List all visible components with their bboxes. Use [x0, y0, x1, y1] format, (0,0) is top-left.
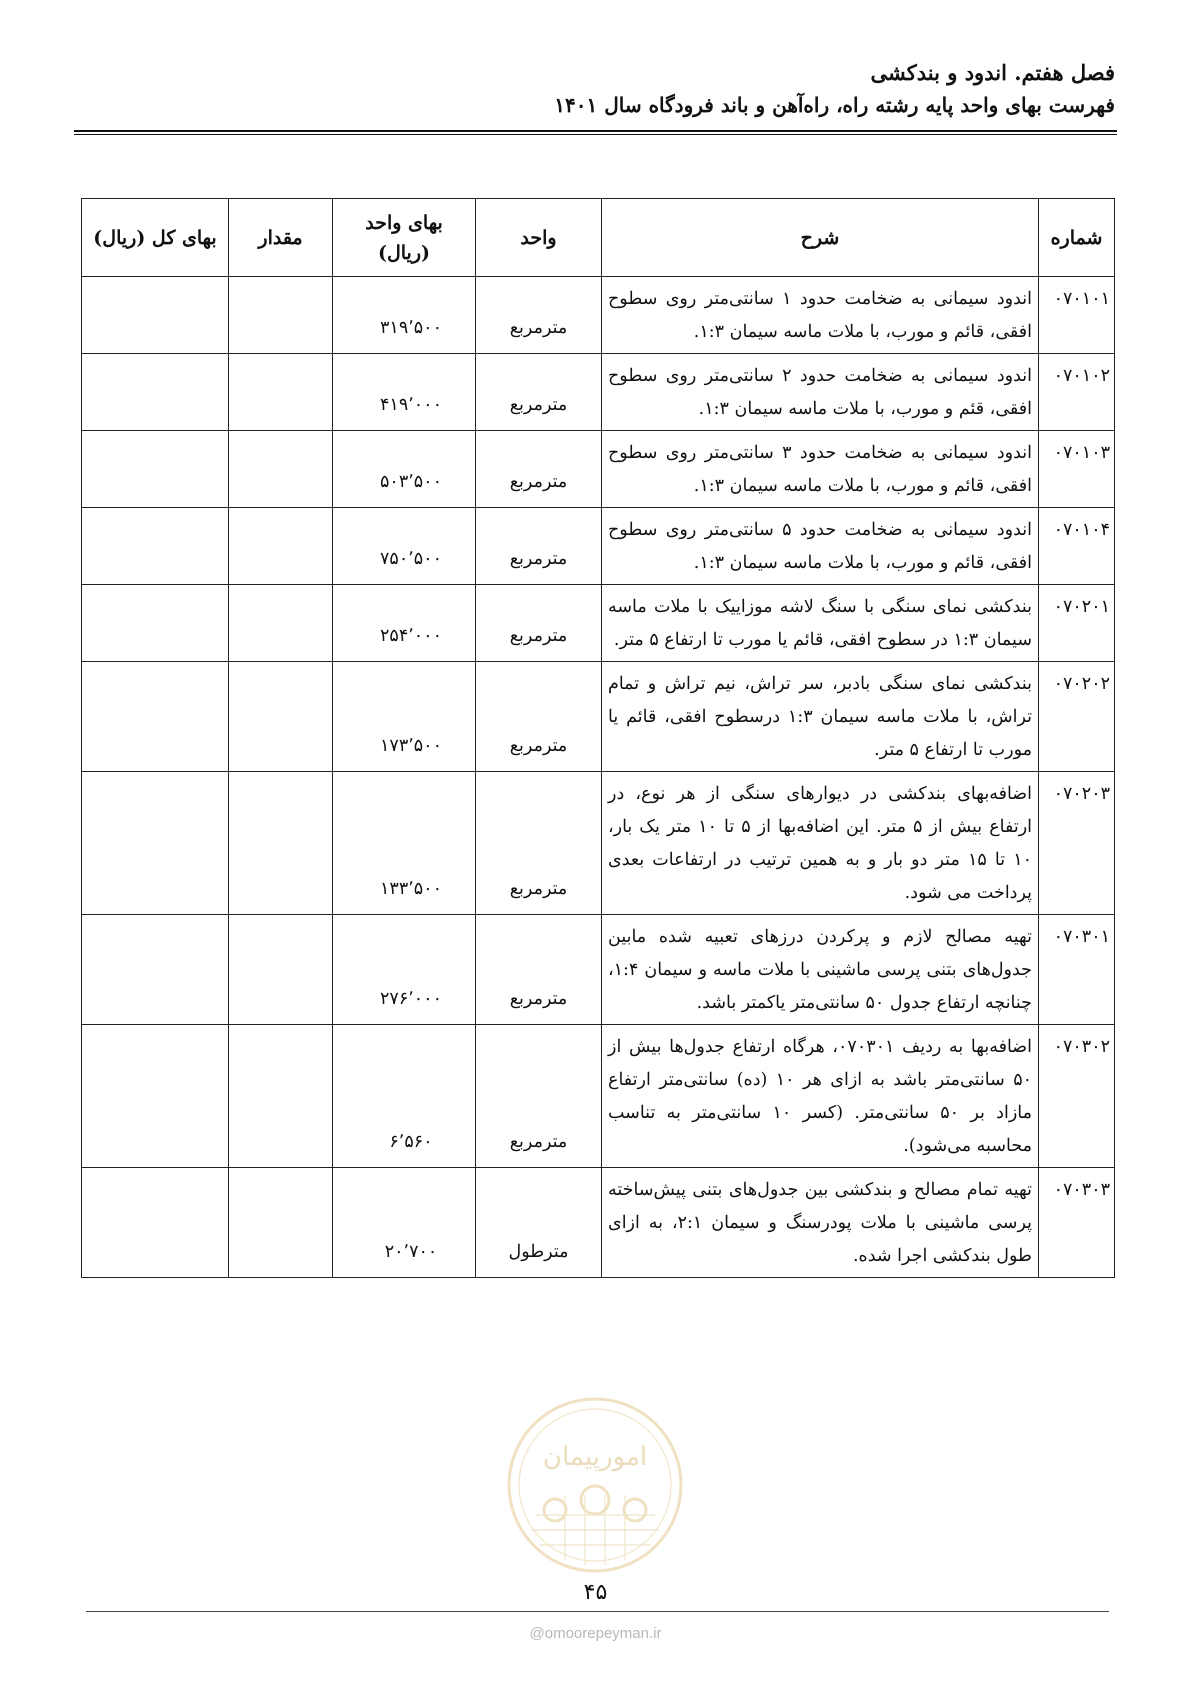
page-number: ۴۵ — [583, 1580, 608, 1605]
row-quantity — [229, 277, 333, 354]
header-number: شماره — [1039, 199, 1115, 277]
row-unit-price: ۲۵۴٬۰۰۰ — [333, 585, 476, 662]
table-row — [82, 277, 1115, 354]
header-quantity: مقدار — [229, 199, 333, 277]
document-subtitle: فهرست بهای واحد پایه رشته راه، راه‌آهن و باند فرودگاه سال ۱۴۰۱ — [554, 93, 1115, 117]
table-row — [82, 772, 1115, 915]
row-number: ۰۷۰۲۰۳ — [1039, 772, 1115, 915]
header-total: بهای کل (ریال) — [82, 199, 229, 277]
table-row — [82, 1025, 1115, 1168]
table-row — [82, 431, 1115, 508]
table-row — [82, 1168, 1115, 1278]
row-quantity — [229, 1025, 333, 1168]
header-description: شرح — [602, 199, 1039, 277]
row-total — [82, 772, 229, 915]
row-quantity — [229, 772, 333, 915]
row-unit: مترمربع — [476, 354, 602, 431]
row-description: اضافه‌بها به ردیف ۰۷۰۳۰۱، هرگاه ارتفاع جدول‌ها بیش از ۵۰ سانتی‌متر باشد به ازای هر ۱۰ (ده) سانتی‌متر ارتفاع مازاد بر ۵۰ سانتی‌متر. (کسر ۱۰ سانتی‌متر به تناسب محاسبه می‌شود). — [602, 1025, 1039, 1168]
row-unit: مترمربع — [476, 915, 602, 1025]
row-total — [82, 585, 229, 662]
row-total — [82, 662, 229, 772]
row-total — [82, 354, 229, 431]
row-description: بندکشی نمای سنگی بادبر، سر تراش، نیم تراش و تمام تراش، با ملات ماسه سیمان ۱:۳ درسطوح افقی، قائم یا مورب تا ارتفاع ۵ متر. — [602, 662, 1039, 772]
table-row — [82, 585, 1115, 662]
row-description: تهیه مصالح لازم و پرکردن درزهای تعبیه شده مابین جدول‌های بتنی پرسی ماشینی با ملات ماسه و سیمان ۱:۴، چنانچه ارتفاع جدول ۵۰ سانتی‌متر یاکمتر باشد. — [602, 915, 1039, 1025]
row-quantity — [229, 431, 333, 508]
row-description: اضافه‌بهای بندکشی در دیوارهای سنگی از هر نوع، در ارتفاع بیش از ۵ متر. این اضافه‌بها از ۵ تا ۱۰ متر یک بار، ۱۰ تا ۱۵ متر دو بار و به همین ترتیب در ارتفاعات بعدی پرداخت می شود. — [602, 772, 1039, 915]
table-header-row — [82, 199, 1115, 277]
row-unit: مترمربع — [476, 277, 602, 354]
row-unit: مترمربع — [476, 772, 602, 915]
row-unit: مترمربع — [476, 1025, 602, 1168]
row-description: اندود سیمانی به ضخامت حدود ۵ سانتی‌متر روی سطوح افقی، قائم و مورب، با ملات ماسه سیمان ۱:۳. — [602, 508, 1039, 585]
row-unit: مترمربع — [476, 662, 602, 772]
page-header — [76, 58, 1115, 122]
chapter-title: فصل هفتم. اندود و بندکشی — [870, 60, 1115, 85]
row-unit-price: ۱۳۳٬۵۰۰ — [333, 772, 476, 915]
row-quantity — [229, 508, 333, 585]
row-total — [82, 431, 229, 508]
row-unit: مترمربع — [476, 508, 602, 585]
row-unit-price: ۷۵۰٬۵۰۰ — [333, 508, 476, 585]
row-number: ۰۷۰۳۰۲ — [1039, 1025, 1115, 1168]
row-quantity — [229, 585, 333, 662]
row-description: تهیه تمام مصالح و بندکشی بین جدول‌های بتنی پیش‌ساخته پرسی ماشینی با ملات پودرسنگ و سیمان ۲:۱، به ازای طول بندکشی اجرا شده. — [602, 1168, 1039, 1278]
table-row — [82, 662, 1115, 772]
row-unit-price: ۲۷۶٬۰۰۰ — [333, 915, 476, 1025]
row-quantity — [229, 915, 333, 1025]
header-unit: واحد — [476, 199, 602, 277]
row-number: ۰۷۰۱۰۱ — [1039, 277, 1115, 354]
row-number: ۰۷۰۲۰۲ — [1039, 662, 1115, 772]
row-number: ۰۷۰۳۰۱ — [1039, 915, 1115, 1025]
row-total — [82, 508, 229, 585]
row-number: ۰۷۰۱۰۲ — [1039, 354, 1115, 431]
row-quantity — [229, 662, 333, 772]
row-number: ۰۷۰۲۰۱ — [1039, 585, 1115, 662]
row-description: بندکشی نمای سنگی با سنگ لاشه موزاییک با ملات ماسه سیمان ۱:۳ در سطوح افقی، قائم یا مورب تا ارتفاع ۵ متر. — [602, 585, 1039, 662]
table-row — [82, 915, 1115, 1025]
table-row — [82, 508, 1115, 585]
row-quantity — [229, 354, 333, 431]
row-description: اندود سیمانی به ضخامت حدود ۳ سانتی‌متر روی سطوح افقی، قائم و مورب، با ملات ماسه سیمان ۱:۳. — [602, 431, 1039, 508]
watermark-seal-text: امورپیمان — [542, 1442, 648, 1472]
row-unit: مترطول — [476, 1168, 602, 1278]
watermark-seal-icon — [505, 1395, 685, 1575]
header-divider — [74, 130, 1117, 135]
row-description: اندود سیمانی به ضخامت حدود ۱ سانتی‌متر روی سطوح افقی، قائم و مورب، با ملات ماسه سیمان ۱:۳. — [602, 277, 1039, 354]
row-unit-price: ۳۱۹٬۵۰۰ — [333, 277, 476, 354]
row-number: ۰۷۰۳۰۳ — [1039, 1168, 1115, 1278]
row-total — [82, 915, 229, 1025]
row-quantity — [229, 1168, 333, 1278]
row-unit: مترمربع — [476, 431, 602, 508]
footer-divider — [86, 1611, 1109, 1612]
row-total — [82, 277, 229, 354]
row-description: اندود سیمانی به ضخامت حدود ۲ سانتی‌متر روی سطوح افقی، قئم و مورب، با ملات ماسه سیمان ۱:۳. — [602, 354, 1039, 431]
row-unit-price: ۱۷۳٬۵۰۰ — [333, 662, 476, 772]
row-unit: مترمربع — [476, 585, 602, 662]
row-total — [82, 1025, 229, 1168]
row-number: ۰۷۰۱۰۴ — [1039, 508, 1115, 585]
row-unit-price: ۲۰٬۷۰۰ — [333, 1168, 476, 1278]
row-total — [82, 1168, 229, 1278]
header-unit-price-currency: (ریال) — [377, 241, 431, 264]
row-number: ۰۷۰۱۰۳ — [1039, 431, 1115, 508]
unit-price-table — [81, 198, 1115, 1278]
table-row — [82, 354, 1115, 431]
row-unit-price: ۴۱۹٬۰۰۰ — [333, 354, 476, 431]
row-unit-price: ۶٬۵۶۰ — [333, 1025, 476, 1168]
website-watermark: @omoorepeyman.ir — [529, 1625, 662, 1642]
header-unit-price — [333, 199, 476, 277]
header-unit-price-label: بهای واحد — [365, 211, 443, 234]
row-unit-price: ۵۰۳٬۵۰۰ — [333, 431, 476, 508]
